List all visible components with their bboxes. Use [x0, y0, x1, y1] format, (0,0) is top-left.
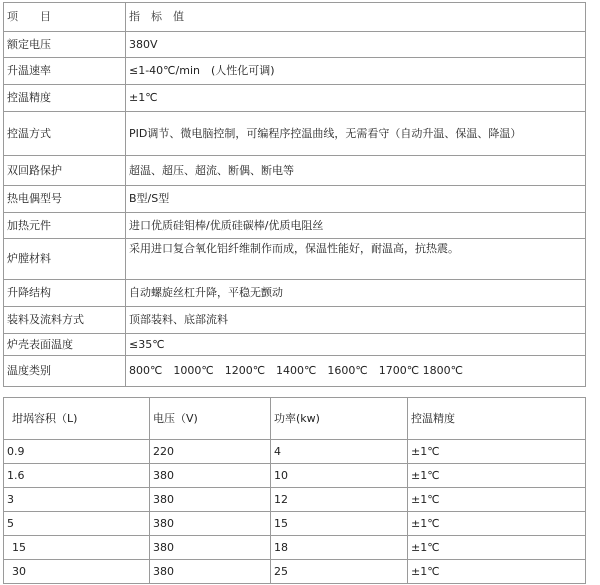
spec-row — [4, 85, 586, 112]
spec-value: 顶部装料、底部流料 — [126, 307, 586, 334]
capacity-cell: ±1℃ — [408, 560, 586, 584]
capacity-cell: 1.6 — [4, 464, 150, 488]
spec-item: 装料及流料方式 — [4, 307, 126, 334]
spec-value: 采用进口复合氧化铝纤维制作而成，保温性能好，耐温高，抗热震。 — [126, 239, 586, 280]
capacity-cell: ±1℃ — [408, 536, 586, 560]
capacity-table — [3, 397, 586, 584]
spec-item: 控温方式 — [4, 112, 126, 156]
capacity-row — [4, 512, 586, 536]
capacity-row — [4, 488, 586, 512]
spec-value: 380V — [126, 32, 586, 58]
capacity-header-cell: 控温精度 — [408, 398, 586, 440]
spec-value: 800℃ 1000℃ 1200℃ 1400℃ 1600℃ 1700℃ 1800℃ — [126, 356, 586, 387]
spec-value: ≤1-40℃/min (人性化可调) — [126, 58, 586, 85]
capacity-cell: 4 — [271, 440, 408, 464]
spec-row — [4, 280, 586, 307]
spec-item: 炉壳表面温度 — [4, 334, 126, 356]
capacity-cell: 25 — [271, 560, 408, 584]
capacity-cell: 30 — [4, 560, 150, 584]
capacity-row — [4, 536, 586, 560]
capacity-cell: ±1℃ — [408, 440, 586, 464]
capacity-header-cell: 电压（V) — [150, 398, 271, 440]
spec-item: 控温精度 — [4, 85, 126, 112]
spec-row — [4, 156, 586, 186]
spec-header-item: 项 目 — [4, 3, 126, 32]
spec-header-row — [4, 3, 586, 32]
capacity-header-cell: 功率(kw) — [271, 398, 408, 440]
spec-table — [3, 2, 586, 387]
capacity-row — [4, 464, 586, 488]
spec-row — [4, 186, 586, 213]
spec-value: ±1℃ — [126, 85, 586, 112]
spec-row — [4, 213, 586, 239]
capacity-cell: 0.9 — [4, 440, 150, 464]
capacity-cell: 380 — [150, 464, 271, 488]
spec-item: 额定电压 — [4, 32, 126, 58]
capacity-cell: ±1℃ — [408, 464, 586, 488]
spec-value: 自动螺旋丝杠升降，平稳无颤动 — [126, 280, 586, 307]
capacity-cell: 380 — [150, 512, 271, 536]
capacity-row — [4, 440, 586, 464]
spec-item: 升温速率 — [4, 58, 126, 85]
spec-row — [4, 356, 586, 387]
spec-header-value: 指 标 值 — [126, 3, 586, 32]
capacity-cell: 3 — [4, 488, 150, 512]
capacity-cell: 380 — [150, 560, 271, 584]
capacity-cell: 220 — [150, 440, 271, 464]
capacity-cell: 380 — [150, 536, 271, 560]
spec-value: PID调节、微电脑控制，可编程序控温曲线，无需看守（自动升温、保温、降温） — [126, 112, 586, 156]
capacity-cell: 15 — [271, 512, 408, 536]
spec-row — [4, 58, 586, 85]
spec-value: 进口优质硅钼棒/优质硅碳棒/优质电阻丝 — [126, 213, 586, 239]
spec-row — [4, 307, 586, 334]
spec-item: 温度类别 — [4, 356, 126, 387]
capacity-cell: ±1℃ — [408, 512, 586, 536]
capacity-cell: ±1℃ — [408, 488, 586, 512]
spec-item: 热电偶型号 — [4, 186, 126, 213]
spec-item: 加热元件 — [4, 213, 126, 239]
spec-value: ≤35℃ — [126, 334, 586, 356]
capacity-cell: 15 — [4, 536, 150, 560]
spec-item: 炉膛材料 — [4, 239, 126, 280]
capacity-cell: 12 — [271, 488, 408, 512]
spec-value: B型/S型 — [126, 186, 586, 213]
spec-row — [4, 334, 586, 356]
spec-row — [4, 32, 586, 58]
capacity-cell: 10 — [271, 464, 408, 488]
capacity-header-row — [4, 398, 586, 440]
spec-value: 超温、超压、超流、断偶、断电等 — [126, 156, 586, 186]
spec-row — [4, 112, 586, 156]
capacity-row — [4, 560, 586, 584]
capacity-header-cell: 坩埚容积（L) — [4, 398, 150, 440]
capacity-cell: 380 — [150, 488, 271, 512]
spec-row — [4, 239, 586, 280]
capacity-cell: 18 — [271, 536, 408, 560]
spec-item: 双回路保护 — [4, 156, 126, 186]
spec-item: 升降结构 — [4, 280, 126, 307]
capacity-cell: 5 — [4, 512, 150, 536]
